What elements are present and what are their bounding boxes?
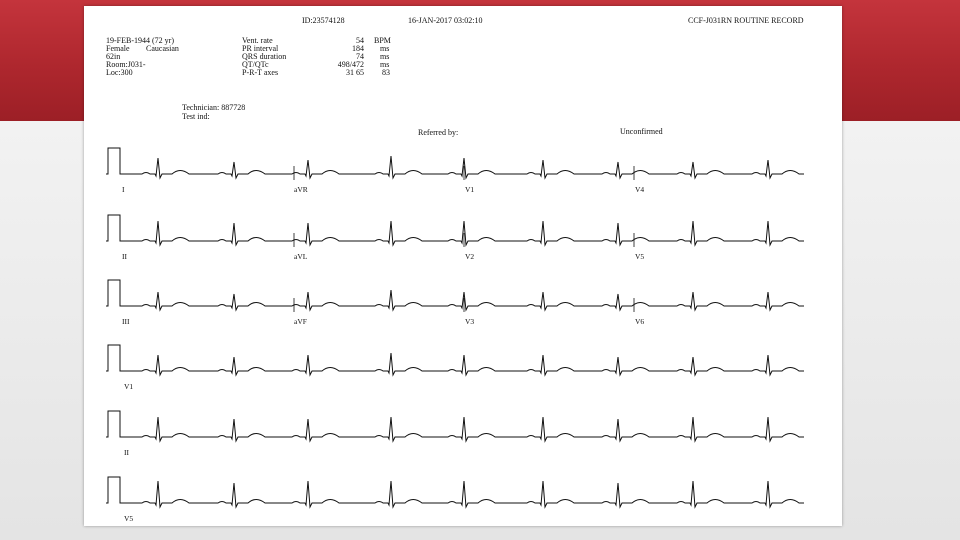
measurement-label: Vent. rate (242, 36, 273, 45)
lead-label: V1 (465, 185, 475, 194)
ecg-traces (84, 6, 842, 526)
patient-dob: 19-FEB-1944 (72 yr) (106, 36, 174, 45)
lead-label: II (124, 448, 129, 457)
lead-label: V5 (635, 252, 645, 261)
measurement-label: P-R-T axes (242, 68, 279, 77)
measurement-value: 184 (352, 44, 364, 53)
lead-label: aVF (294, 317, 307, 326)
measurement-value: 31 65 (346, 68, 364, 77)
measurement-label: QT/QTc (242, 60, 269, 69)
lead-label: I (122, 185, 125, 194)
record-datetime: 16-JAN-2017 03:02:10 (408, 16, 483, 25)
patient-height: 62in (106, 52, 121, 61)
lead-label: V3 (465, 317, 475, 326)
lead-label: V2 (465, 252, 475, 261)
lead-label: aVL (294, 252, 308, 261)
ecg-trace (106, 345, 804, 375)
lead-label: aVR (294, 185, 308, 194)
patient-location: Loc:300 (106, 68, 133, 77)
ecg-trace (106, 215, 804, 245)
test-indication: Test ind: (182, 112, 210, 121)
lead-label: III (122, 317, 130, 326)
patient-id: ID:23574128 (302, 16, 345, 25)
lead-label: II (122, 252, 127, 261)
technician: Technician: 887728 (182, 103, 246, 112)
measurement-unit: ms (380, 60, 390, 69)
ecg-trace (106, 148, 804, 178)
lead-label: V5 (124, 514, 134, 523)
confirmation-status: Unconfirmed (620, 127, 663, 136)
measurement-value: 54 (356, 36, 364, 45)
patient-sex: Female (106, 44, 130, 53)
ecg-printout (84, 6, 842, 526)
measurement-label: PR interval (242, 44, 279, 53)
measurement-unit: ms (380, 44, 390, 53)
measurement-value: 74 (356, 52, 364, 61)
lead-label: V1 (124, 382, 134, 391)
record-type: CCF-J031RN ROUTINE RECORD (688, 16, 804, 25)
lead-label: V4 (635, 185, 645, 194)
referred-by: Referred by: (418, 128, 459, 137)
patient-room: Room:J031- (106, 60, 146, 69)
ecg-trace (106, 280, 804, 310)
ecg-trace (106, 477, 804, 507)
measurement-unit: 83 (382, 68, 390, 77)
measurement-value: 498/472 (337, 60, 364, 69)
lead-label: V6 (635, 317, 645, 326)
patient-race: Caucasian (146, 44, 179, 53)
measurement-unit: BPM (374, 36, 391, 45)
measurement-label: QRS duration (242, 52, 287, 61)
measurement-unit: ms (380, 52, 390, 61)
ecg-trace (106, 411, 804, 441)
